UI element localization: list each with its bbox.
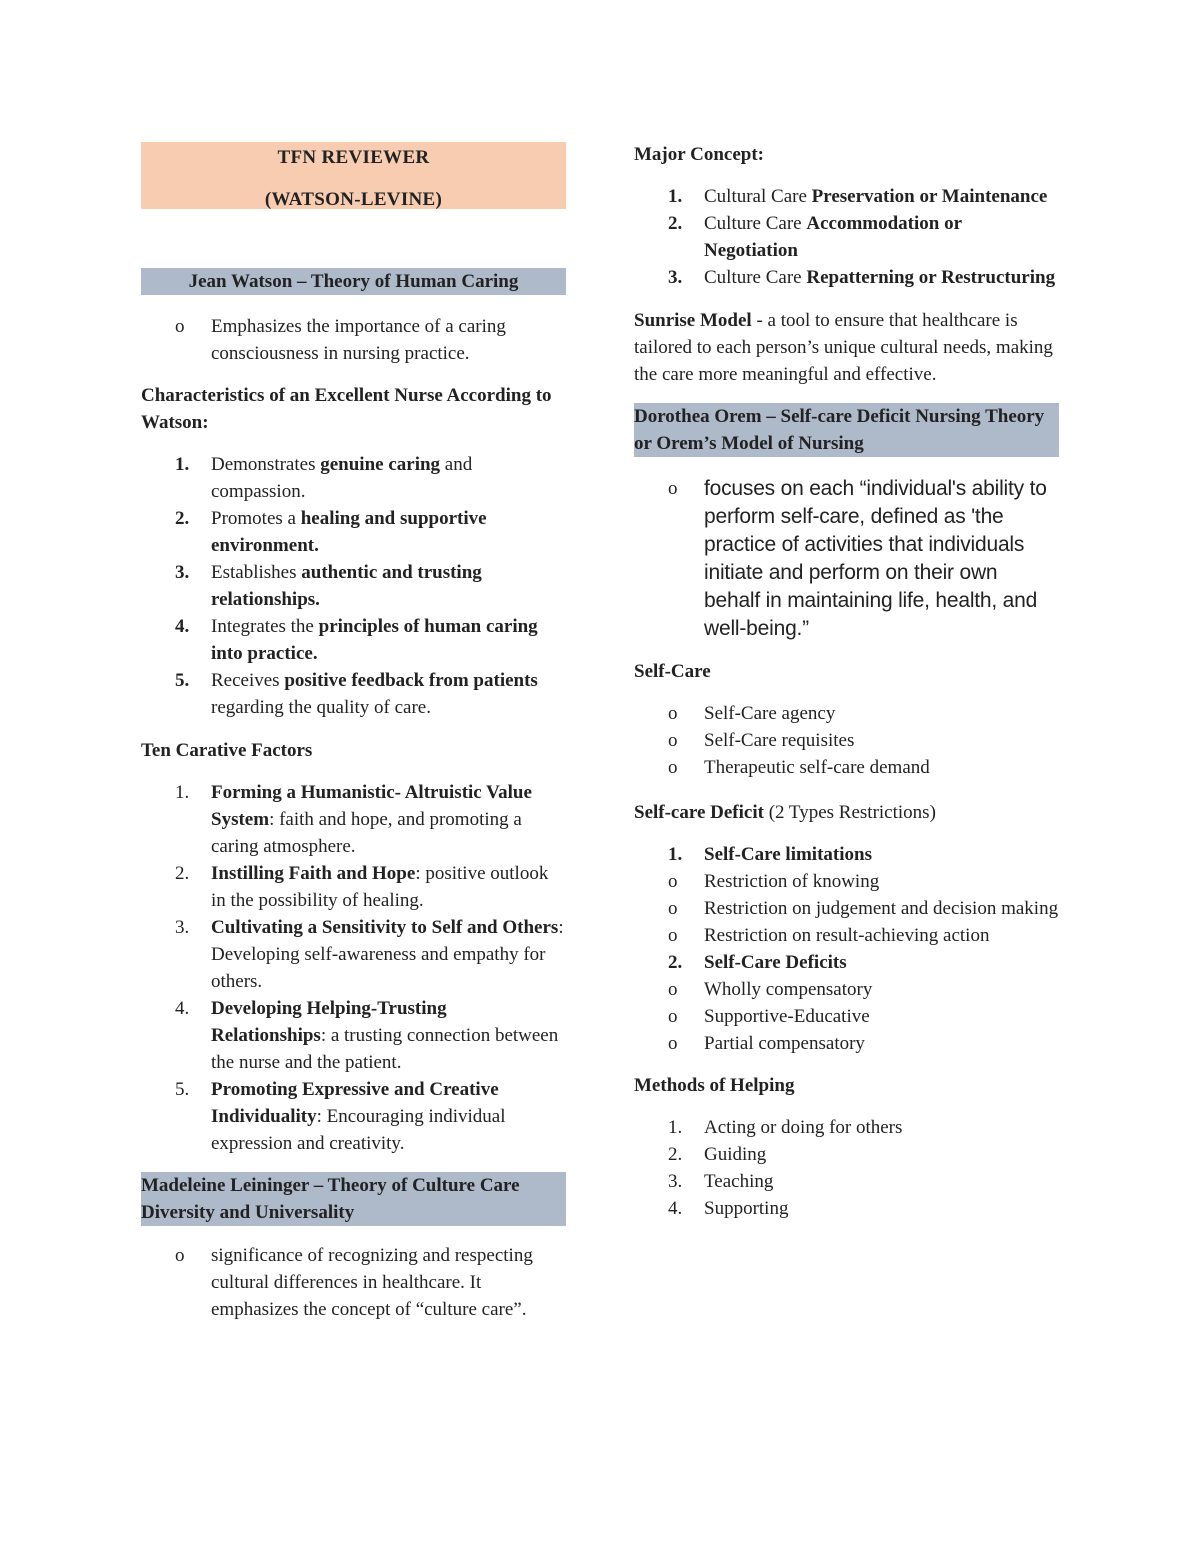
list-item: 2. Self-Care Deficits [668,952,847,973]
list-item: 2. Instilling Faith and Hope: positive outlook in the possibility of healing. [175,863,549,911]
orem-intro-list [634,475,1059,643]
list-item: 1. Acting or doing for others [668,1117,903,1138]
list-item: 3. Cultivating a Sensitivity to Self and Others: Developing self-awareness and empathy for others. [175,917,564,992]
list-item: 2. Culture Care Accommodation or Negotiation [668,213,962,261]
self-care-deficit-heading: Self-care Deficit (2 Types Restrictions) [634,802,936,823]
list-item: 2. Promotes a healing and supportive environment. [175,508,487,556]
list-item [141,313,566,367]
leininger-intro-text: significance of recognizing and respecting cultural differences in healthcare. It emphasizes the concept of “culture care”. [211,1245,533,1320]
list-item: 5. Receives positive feedback from patients regarding the quality of care. [175,670,538,718]
list-item: o Partial compensatory [668,1033,865,1054]
list-item: 2. Guiding [668,1144,767,1165]
major-concept-list [634,183,1059,291]
bullet-marker: o [668,478,678,499]
orem-heading: Dorothea Orem – Self-care Deficit Nursing Theory or Orem’s Model of Nursing [634,403,1059,457]
sunrise-model-text: - a tool to ensure that healthcare is tailored to each person’s unique cultural needs, making the care more meaningful and effective. [634,310,1053,385]
orem-intro-text: focuses on each “individual's ability to perform self-care, defined as 'the practice of activities that individuals initiate and perform on their own behalf in maintaining life, health, and well-being.” [704,477,1047,640]
list-item: 3. Teaching [668,1171,774,1192]
list-item: 1. Forming a Humanistic- Altruistic Value System: faith and hope, and promoting a caring atmosphere. [175,782,532,857]
watson-heading: Jean Watson – Theory of Human Caring [141,268,566,295]
self-care-heading: Self-Care [634,661,711,682]
sunrise-model-paragraph [634,307,1059,388]
characteristics-list [141,451,566,721]
characteristics-heading: Characteristics of an Excellent Nurse According to Watson: [141,385,552,433]
watson-intro-list [141,313,566,367]
list-item: 1. Self-Care limitations [668,844,872,865]
list-item: 1. Cultural Care Preservation or Maintenance [668,186,1048,207]
list-item: o Restriction of knowing [668,871,880,892]
list-item [141,1242,566,1323]
left-column [141,140,566,1323]
list-item: o Restriction on result-achieving action [668,925,990,946]
leininger-heading: Madeleine Leininger – Theory of Culture Care Diversity and Universality [141,1172,566,1226]
bullet-marker: o [175,316,185,337]
list-item: o Restriction on judgement and decision making [668,898,1059,919]
list-item: o Self-Care agency [668,703,836,724]
list-item: o Therapeutic self-care demand [668,757,930,778]
document-title-box [141,142,566,209]
list-item: o Wholly compensatory [668,979,873,1000]
bullet-marker: o [175,1245,185,1266]
list-item: o Supportive-Educative [668,1006,870,1027]
carative-list [141,779,566,1157]
list-item: 1. Demonstrates genuine caring and compassion. [175,454,473,502]
list-item: 5. Promoting Expressive and Creative Individuality: Encouraging individual expression and creativity. [175,1079,506,1154]
leininger-intro-list [141,1242,566,1323]
right-column [634,140,1059,1222]
list-item: o Self-Care requisites [668,730,855,751]
list-item: 4. Integrates the principles of human caring into practice. [175,616,538,664]
document-subtitle: (WATSON-LEVINE) [264,189,443,210]
list-item: 3. Culture Care Repatterning or Restructuring [668,267,1056,288]
list-item [634,475,1059,643]
major-concept-heading: Major Concept: [634,144,764,165]
sunrise-model-term: Sunrise Model [634,310,752,331]
document-title: TFN REVIEWER [277,147,430,168]
carative-heading: Ten Carative Factors [141,740,313,761]
list-item: 3. Establishes authentic and trusting relationships. [175,562,482,610]
self-care-list [634,700,1059,781]
methods-heading: Methods of Helping [634,1075,795,1096]
self-care-deficit-list [634,841,1059,1057]
methods-list [634,1114,1059,1222]
list-item: 4. Developing Helping-Trusting Relationships: a trusting connection between the nurse and the patient. [175,998,559,1073]
watson-intro-text: Emphasizes the importance of a caring consciousness in nursing practice. [211,316,506,364]
list-item: 4. Supporting [668,1198,789,1219]
